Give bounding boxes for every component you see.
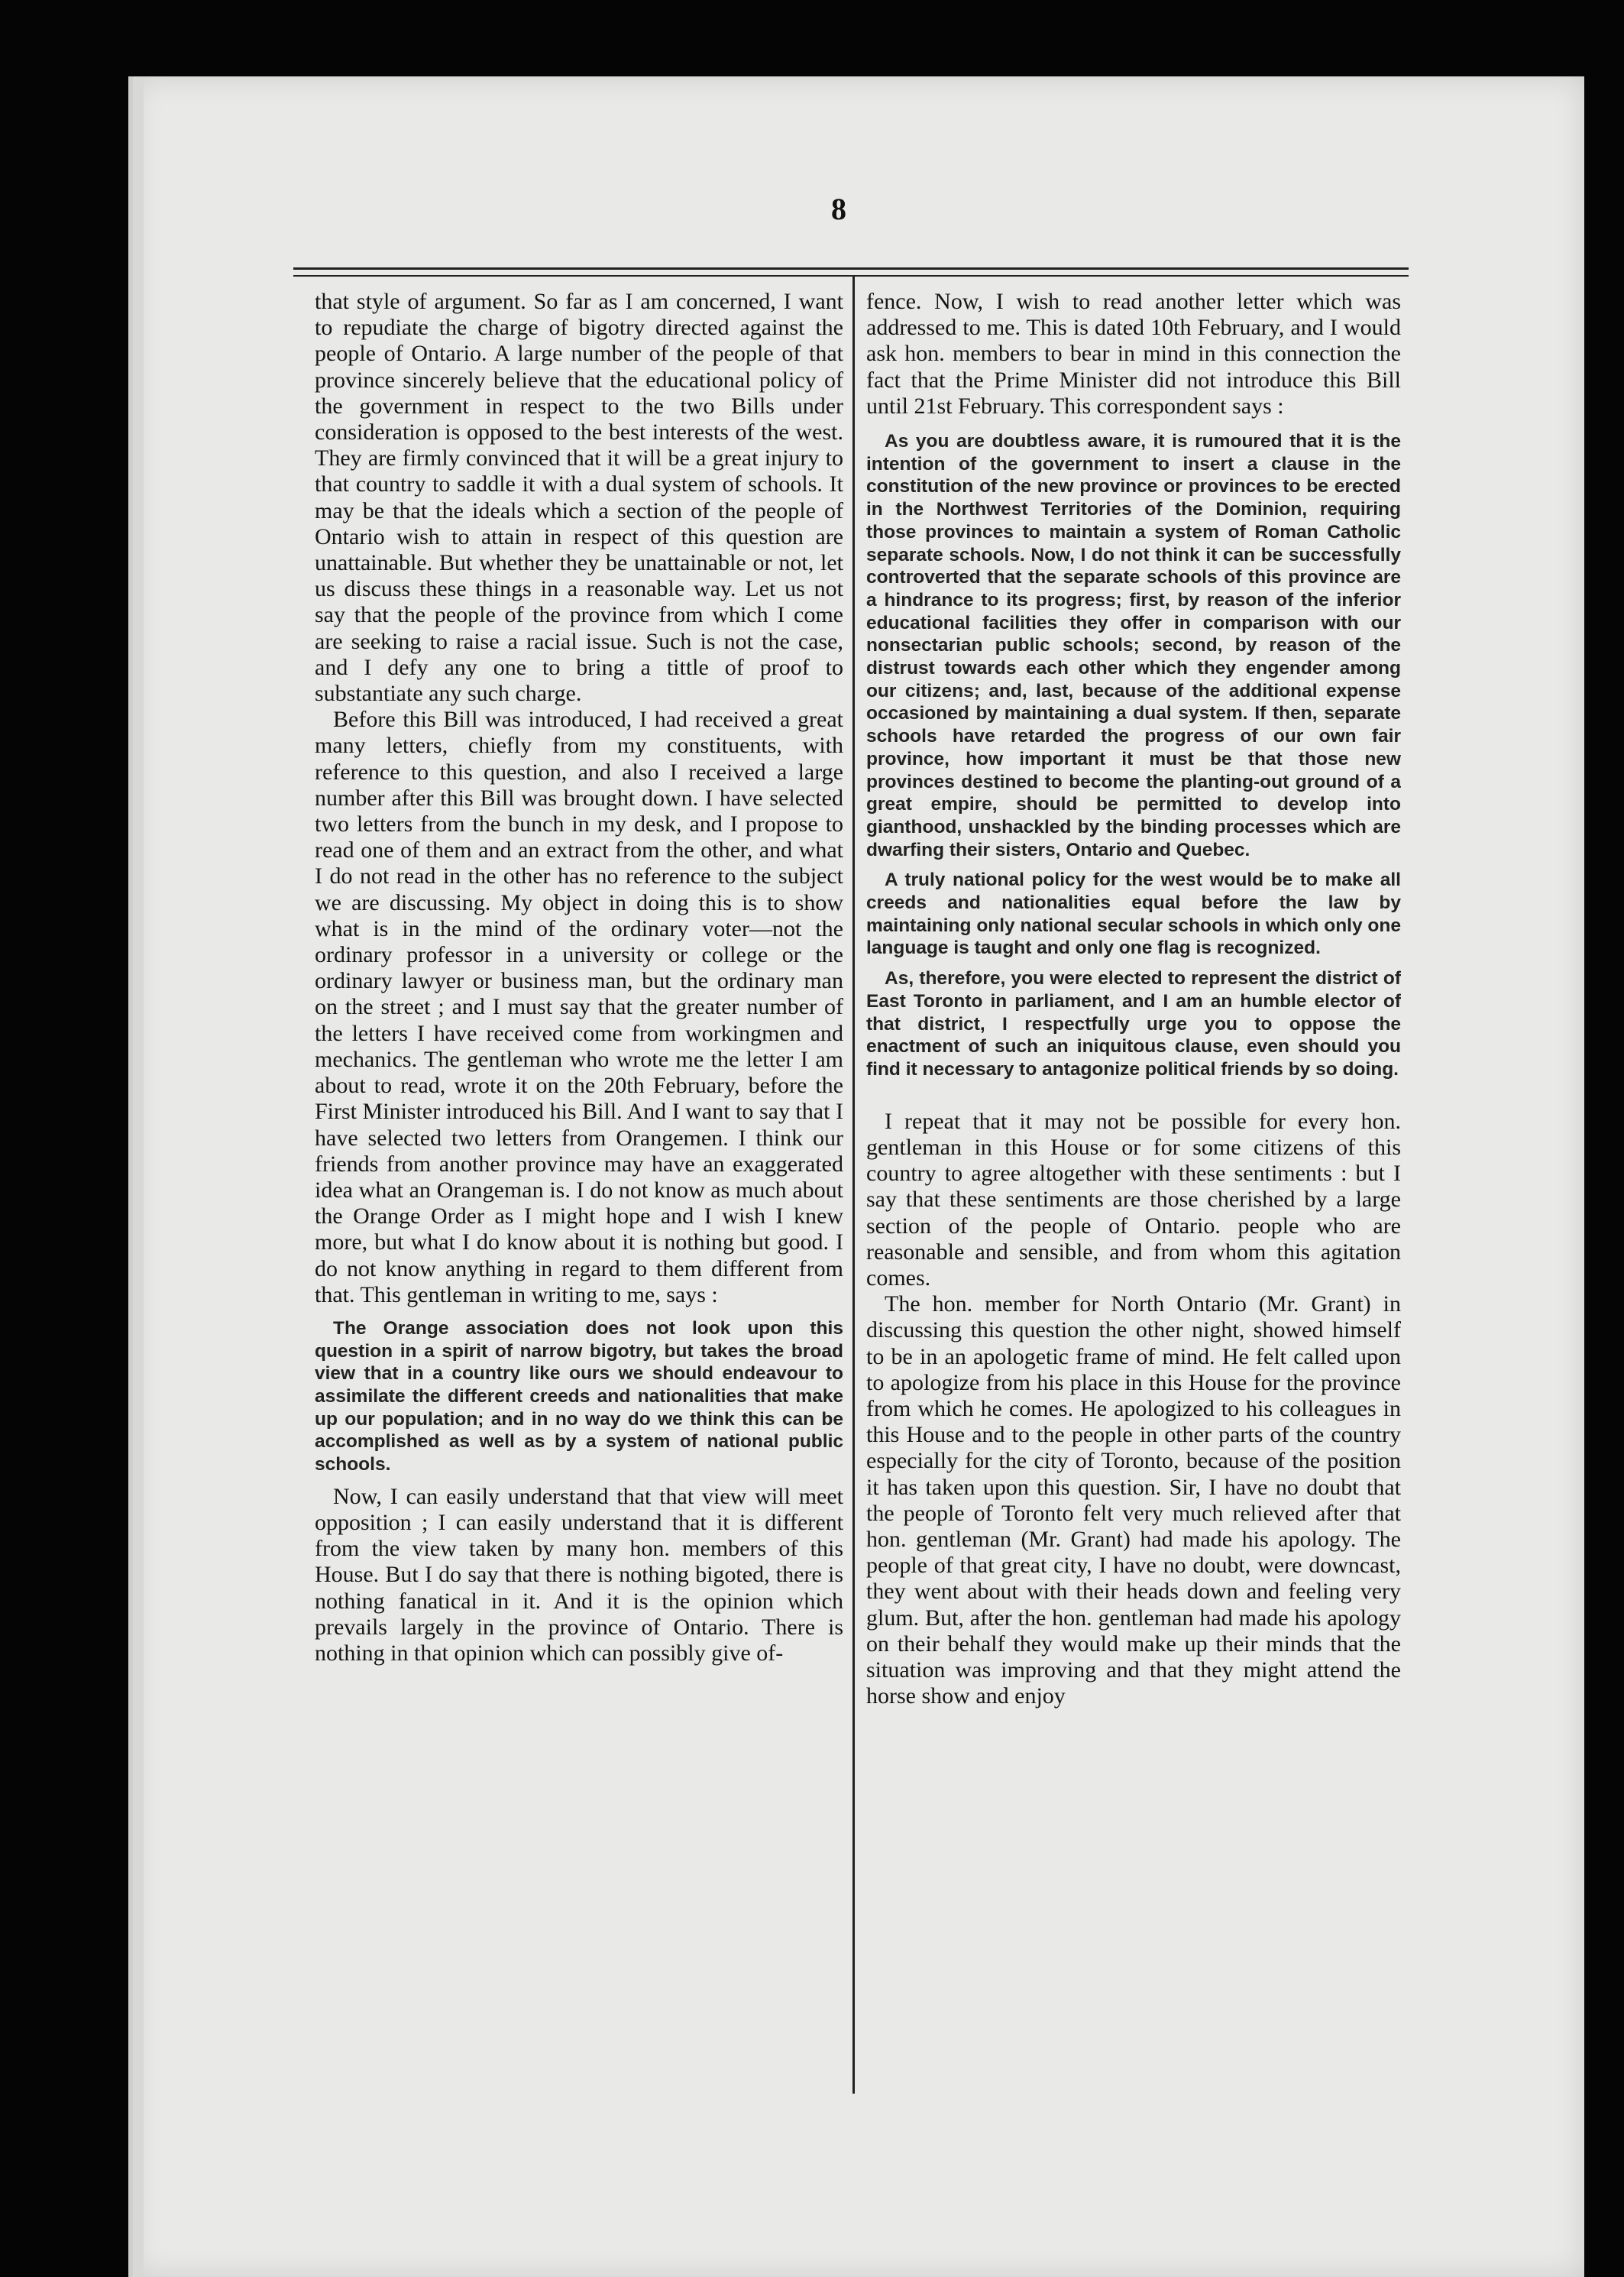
page-edge-shadow <box>133 76 144 2277</box>
header-rule-top <box>293 267 1409 270</box>
right-quoted-letter-part-3: As, therefore, you were elected to represent the district of East Toronto in parliament, and I am an humble elector of that district, I respectfully urge you to oppose the enactment of such an iniquitous clause, even should you find it necessary to antagonize political friends by so doing. <box>866 968 1401 1080</box>
right-paragraph-1: fence. Now, I wish to read another letter which was addressed to me. This is dated 10th February, and I would ask hon. members to bear in mind in this connection the fact that the Prime Minister did not introduce this Bill until 21st February. This correspondent says : <box>866 289 1401 419</box>
left-paragraph-2: Before this Bill was introduced, I had received a great many letters, chiefly from my constituents, with reference to this question, and also I received a large number after this Bill was brought down. I have selected two letters from the bunch in my desk, and I propose to read one of them and an extract from the other, and what I do not read in the other has no reference to the subject we are discussing. My object in doing this is to show what is in the mind of the ordinary voter—not the ordinary professor in a university or college or the ordinary lawyer or business man, but the ordinary man on the street ; and I must say that the greater number of the letters I have received come from workingmen and mechanics. The gentleman who wrote me the letter I am about to read, wrote it on the 20th February, before the First Minister introduced his Bill. And I want to say that I have selected two letters from Orangemen. I think our friends from another province may have an exaggerated idea what an Orangeman is. I do not know as much about the Orange Order as I might hope and I wish I knew more, but what I do know about it is nothing but good. I do not know anything in regard to them different from that. This gentleman in writing to me, says : <box>315 707 843 1307</box>
header-rule-bottom <box>293 275 1409 277</box>
right-quoted-letter-part-2: A truly national policy for the west would be to make all creeds and nationalities equal before the law by maintaining only national secular schools in which only one language is taught and only one flag is recognized. <box>866 870 1401 959</box>
scanned-page <box>128 76 1584 2277</box>
left-quoted-letter: The Orange association does not look upon this question in a spirit of narrow bigotry, but takes the broad view that in a country like ours we should endeavour to assimilate the different creeds and nationalities that make up our population; and in no way do we think this can be accomplished as well as by a system of national public schools. <box>315 1317 843 1475</box>
left-paragraph-3: Now, I can easily understand that that view will meet opposition ; I can easily understand that it is different from the view taken by many hon. members of this House. But I do say that there is nothing bigoted, there is nothing fanatical in it. And it is the opinion which prevails largely in the province of Ontario. There is nothing in that opinion which can possibly give of- <box>315 1483 843 1666</box>
right-paragraph-2: I repeat that it may not be possible for every hon. gentleman in this House or for some citizens of this country to agree altogether with these sentiments : but I say that these sentiments are those cherished by a large section of the people of Ontario. people who are reasonable and sensible, and from whom this agitation comes. <box>866 1108 1401 1291</box>
page-number: 8 <box>831 192 846 226</box>
right-paragraph-3: The hon. member for North Ontario (Mr. Grant) in discussing this question the other night, showed himself to be in an apologetic frame of mind. He felt called upon to apologize from his place in this House for the province from which he comes. He apologized to his colleagues in this House and to the people in other parts of the country especially for the city of Toronto, because of the position it has taken upon this question. Sir, I have no doubt that the people of Toronto felt very much relieved after that hon. gentleman (Mr. Grant) had made his apology. The people of that great city, I have no doubt, were downcast, they went about with their heads down and feeling very glum. But, after the hon. gentleman had made his apology on their behalf they would make up their minds that the situation was improving and that they might attend the horse show and enjoy <box>866 1291 1401 1709</box>
right-column <box>866 289 1401 1709</box>
left-paragraph-1: that style of argument. So far as I am concerned, I want to repudiate the charge of bigotry directed against the people of Ontario. A large number of the people of that province sincerely believe that the educational policy of the government in respect to the two Bills under consideration is opposed to the best interests of the west. They are firmly convinced that it will be a great injury to that country to saddle it with a dual system of schools. It may be that the ideals which a section of the people of Ontario wish to attain in respect of this question are unattainable. But whether they be unattainable or not, let us discuss these things in a reasonable way. Let us not say that the people of the province from which I come are seeking to raise a racial issue. Such is not the case, and I defy any one to bring a tittle of proof to substantiate any such charge. <box>315 289 843 707</box>
section-gap <box>866 1089 1401 1109</box>
right-quoted-letter-part-1: As you are doubtless aware, it is rumoured that it is the intention of the government to insert a clause in the constitution of the new province or provinces to be erected in the Northwest Territories of the Dominion, requiring those provinces to maintain a system of Roman Catholic separate schools. Now, I do not think it can be successfully controverted that the separate schools of this province are a hindrance to its progress; first, by reason of the inferior educational facilities they offer in comparison with our nonsectarian public schools; second, by reason of the distrust towards each other which they engender among our citizens; and, last, because of the additional expense occasioned by maintaining a dual system. If then, separate schools have retarded the progress of our own fair province, how important it must be that those new provinces destined to become the planting-out ground of a great empire, should be permitted to develop into gianthood, unshackled by the binding processes which are dwarfing their sisters, Ontario and Quebec. <box>866 431 1401 860</box>
column-divider <box>852 275 855 2094</box>
left-column <box>315 289 843 1666</box>
